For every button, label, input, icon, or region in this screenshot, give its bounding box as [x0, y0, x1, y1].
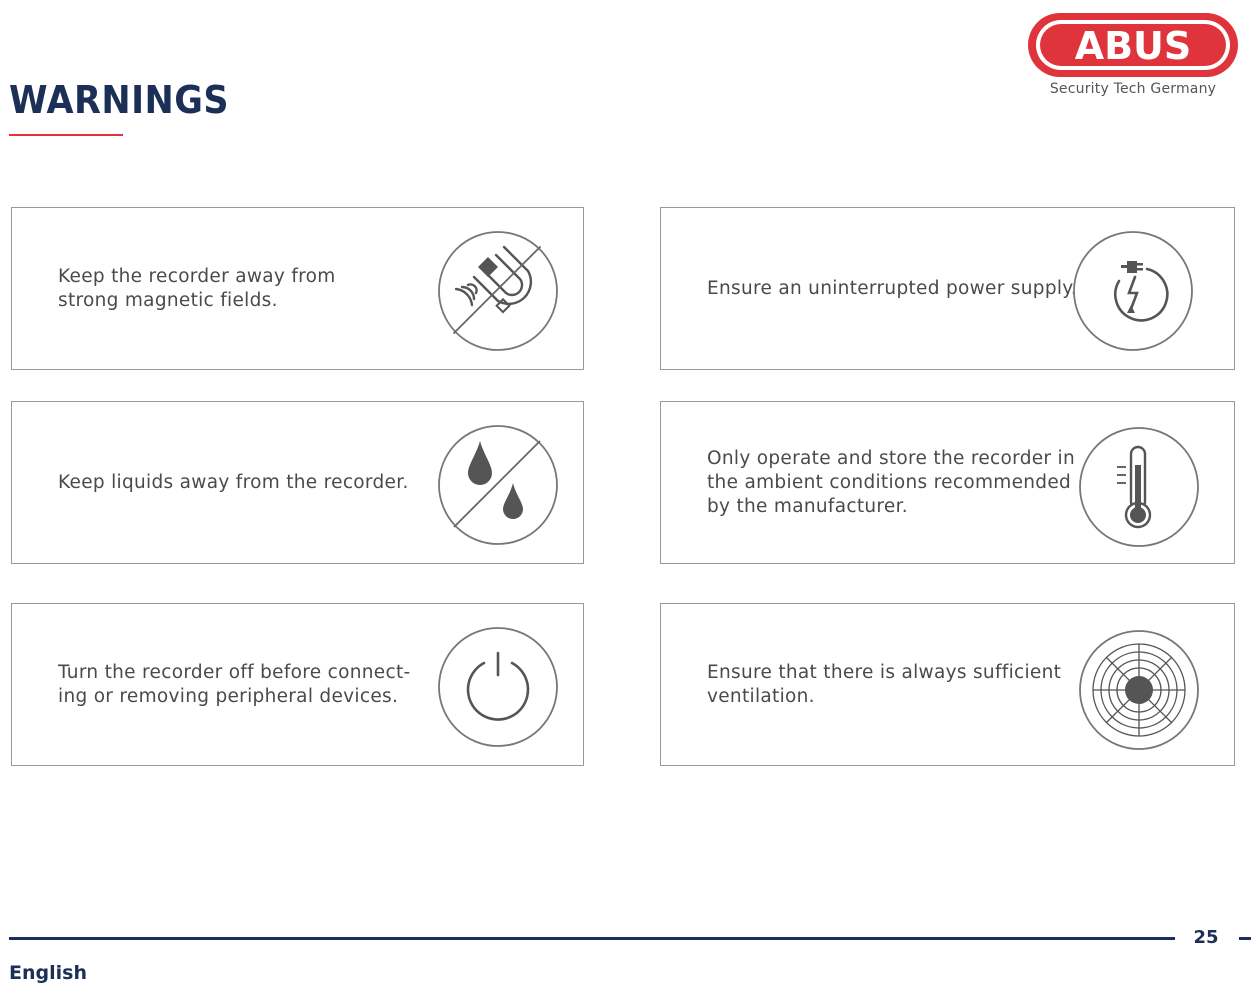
warning-text	[707, 208, 1078, 369]
ventilation-fan-icon	[1077, 628, 1201, 752]
abus-logo-mark	[1026, 11, 1240, 79]
thermometer-icon	[1077, 425, 1201, 549]
warning-text	[58, 208, 418, 369]
no-magnet-icon	[436, 229, 560, 353]
warning-text	[58, 402, 418, 563]
title-underline	[9, 134, 123, 136]
footer-rule-end	[1239, 937, 1251, 940]
warning-text	[707, 402, 1075, 563]
footer-rule	[9, 937, 1175, 940]
warning-line: the ambient conditions recommended	[707, 471, 1072, 493]
warning-line: strong magnetic fields.	[58, 289, 278, 311]
warning-text	[58, 604, 418, 765]
abus-logo	[1026, 11, 1240, 101]
warning-line: ing or removing peripheral devices.	[58, 685, 399, 707]
power-supply-icon	[1071, 229, 1195, 353]
warning-line: Keep liquids away from the recorder.	[58, 471, 409, 493]
logo-wordmark: ABUS	[1074, 24, 1192, 68]
warning-card-ambient	[660, 401, 1235, 564]
warning-card-power-supply	[660, 207, 1235, 370]
warning-card-liquids	[11, 401, 584, 564]
warning-card-peripherals	[11, 603, 584, 766]
warning-line: Turn the recorder off before connect-	[58, 661, 411, 683]
warning-card-magnetic	[11, 207, 584, 370]
power-button-icon	[436, 625, 560, 749]
warning-line: Keep the recorder away from	[58, 265, 336, 287]
no-liquids-icon	[436, 423, 560, 547]
warning-text	[707, 604, 1067, 765]
warning-line: by the manufacturer.	[707, 495, 908, 517]
logo-tagline: Security Tech Germany	[1049, 81, 1217, 97]
page-number: 25	[1193, 927, 1219, 948]
language-label: English	[9, 962, 87, 984]
warning-card-ventilation	[660, 603, 1235, 766]
page-title: WARNINGS	[9, 78, 230, 122]
warning-line: Ensure that there is always sufficient	[707, 661, 1062, 683]
warning-line: ventilation.	[707, 685, 815, 707]
warning-line: Only operate and store the recorder in	[707, 447, 1075, 469]
warning-line: Ensure an uninterrupted power supply.	[707, 277, 1078, 299]
